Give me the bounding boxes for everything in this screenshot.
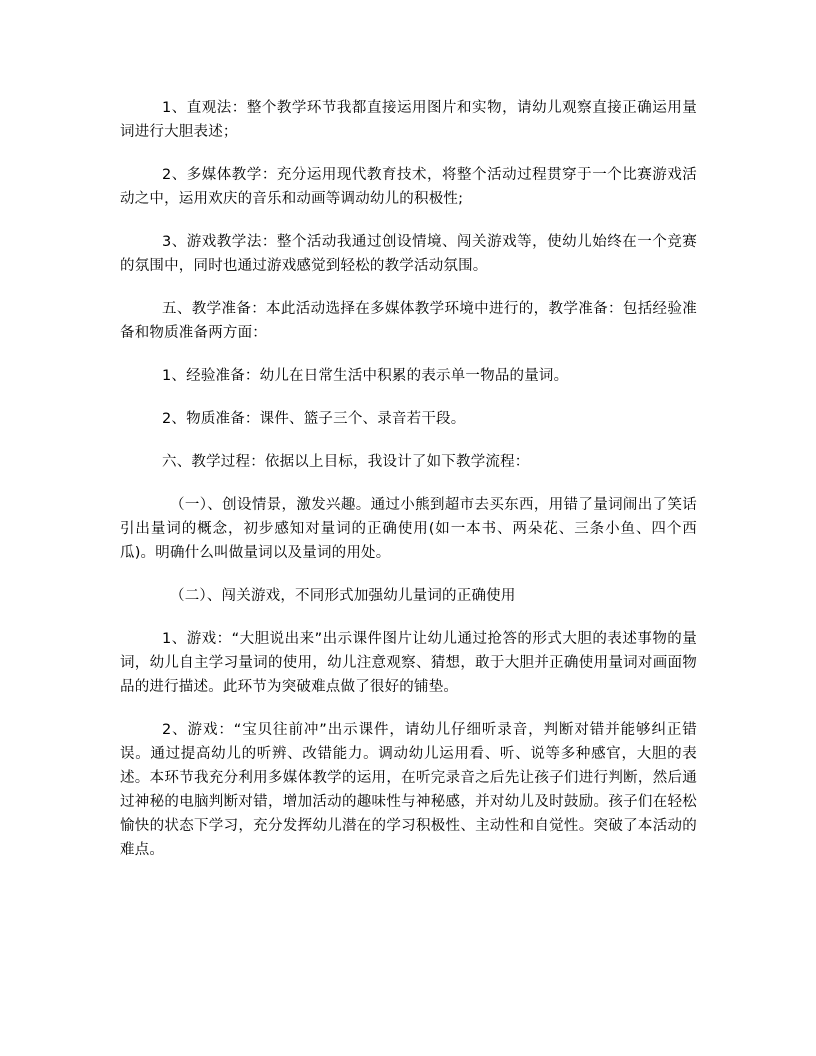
paragraph-step-one: （一）、创设情景，激发兴趣。通过小熊到超市去买东西，用错了量词闹出了笑话引出量词的概念，初步感知对量词的正确使用(如一本书、两朵花、三条小鱼、四个西瓜)。明确什么叫做量词以及量词的用处。 — [120, 497, 697, 561]
paragraph-step-two: （二）、闯关游戏，不同形式加强幼儿量词的正确使用 — [170, 588, 516, 604]
paragraph-teaching-preparation: 五、教学准备：本此活动选择在多媒体教学环境中进行的，教学准备：包括经验准备和物质准备两方面： — [120, 301, 697, 341]
paragraph-experience-preparation: 1、经验准备：幼儿在日常生活中积累的表示单一物品的量词。 — [162, 368, 569, 384]
paragraph-material-preparation: 2、物质准备：课件、篮子三个、录音若干段。 — [162, 411, 466, 427]
paragraph-game-rush-forward: 2、游戏：“宝贝往前冲”出示课件，请幼儿仔细听录音，判断对错并能够纠正错误。通过提高幼儿的听辨、改错能力。调动幼儿运用看、听、说等多种感官，大胆的表述。本环节我充分利用多媒体教学的运用，在听完录音之后先让孩子们进行判断，然后通过神秘的电脑判断对错，增加活动的趣味性与神秘感，并对幼儿及时鼓励。孩子们在轻松愉快的状态下学习，充分发挥幼儿潜在的学习积极性、主动性和自觉性。突破了本活动的难点。 — [120, 722, 697, 858]
paragraph-method-game: 3、游戏教学法：整个活动我通过创设情境、闯关游戏等，使幼儿始终在一个竞赛的氛围中，同时也通过游戏感觉到轻松的教学活动氛围。 — [120, 234, 697, 274]
paragraph-game-speak-out: 1、游戏：“大胆说出来”出示课件图片让幼儿通过抢答的形式大胆的表述事物的量词，幼儿自主学习量词的使用，幼儿注意观察、猜想，敢于大胆并正确使用量词对画面物品的进行描述。此环节为突破难点做了很好的铺垫。 — [120, 631, 697, 695]
document-body — [120, 96, 697, 862]
paragraph-method-multimedia: 2、多媒体教学：充分运用现代教育技术，将整个活动过程贯穿于一个比赛游戏活动之中，运用欢庆的音乐和动画等调动幼儿的积极性; — [120, 167, 697, 207]
paragraph-method-visual: 1、直观法：整个教学环节我都直接运用图片和实物，请幼儿观察直接正确运用量词进行大胆表述； — [120, 100, 697, 140]
paragraph-teaching-process: 六、教学过程：依据以上目标，我设计了如下教学流程： — [162, 454, 530, 470]
